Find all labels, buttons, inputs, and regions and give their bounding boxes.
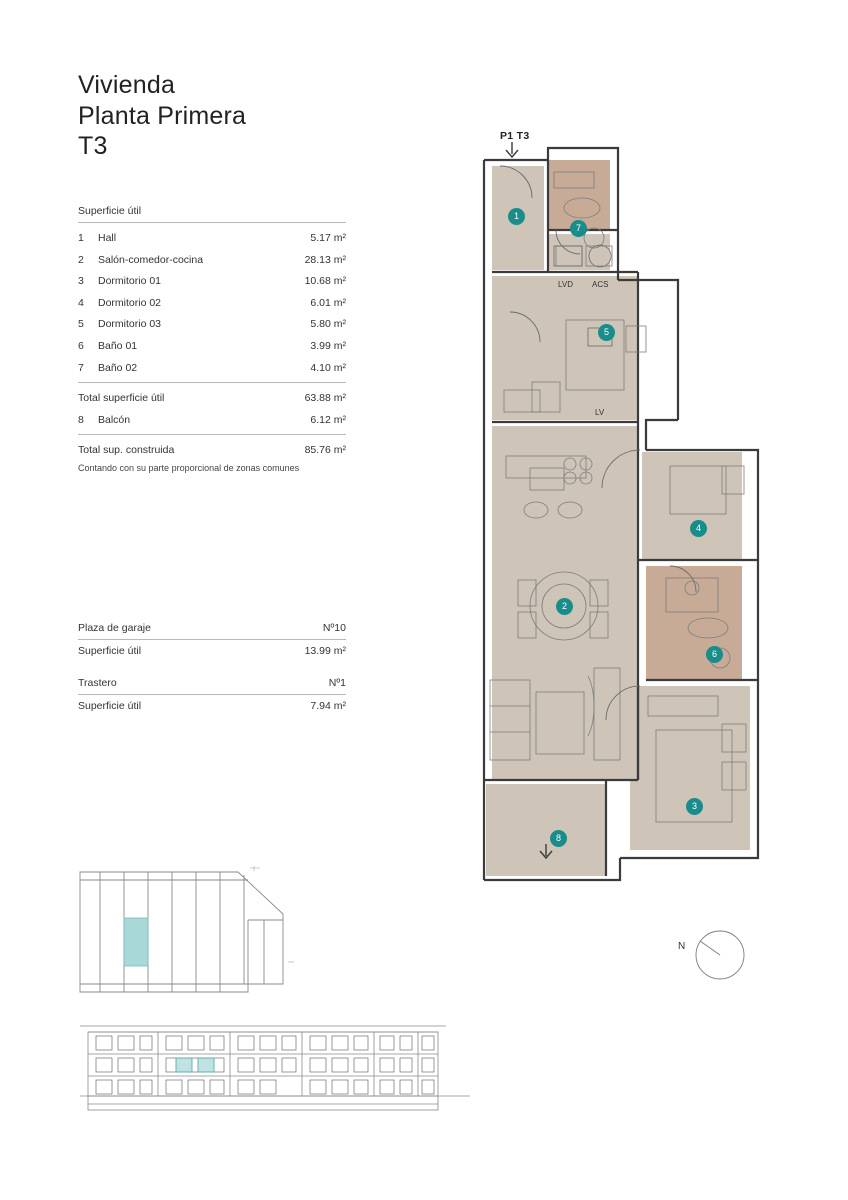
row-label: Dormitorio 01 (98, 275, 162, 288)
lv-label: LV (595, 408, 605, 417)
row-label: Balcón (98, 413, 131, 426)
total-construida-row (78, 435, 346, 461)
garage-number: Nº10 (322, 622, 346, 634)
row-label: Salón-comedor-cocina (98, 253, 204, 266)
row-label: Baño 02 (98, 361, 138, 374)
key-plan-diagram (78, 862, 308, 1007)
total-construida-value: 85.76 m² (304, 444, 346, 457)
total-util-label: Total superficie útil (78, 392, 165, 405)
entry-arrow-icon (506, 142, 518, 157)
row-label: Dormitorio 03 (98, 318, 162, 331)
row-label: Dormitorio 02 (98, 296, 162, 309)
table-row (78, 249, 346, 271)
spacer (78, 662, 346, 672)
row-number: 1 (78, 232, 84, 244)
page-title (78, 70, 246, 162)
title-line-3: T3 (78, 132, 108, 160)
row-value: 10.68 m² (304, 275, 346, 288)
storage-row (78, 672, 346, 695)
storage-label: Trastero (78, 676, 117, 689)
room-badge-7: 7 (570, 220, 587, 237)
row-value: 6.01 m² (310, 296, 346, 309)
row-number: 7 (78, 361, 84, 374)
row-number: 5 (78, 318, 84, 331)
table-row (78, 313, 346, 335)
areas-table-header: Superficie útil (78, 205, 346, 223)
storage-area-row (78, 695, 346, 717)
areas-note: Contando con su parte proporcional de zonas comunes (78, 462, 300, 473)
row-number: 6 (78, 339, 84, 352)
lvd-label: LVD (558, 280, 573, 289)
room-badge-5: 5 (598, 324, 615, 341)
acs-label: ACS (592, 280, 609, 289)
storage-area-label: Superficie útil (78, 699, 142, 712)
title-line-2: Planta Primera (78, 101, 247, 130)
table-row (78, 335, 346, 357)
key-plan-highlight (124, 918, 148, 966)
title-line-1: Vivienda (78, 71, 176, 99)
garage-storage-table (78, 617, 346, 716)
row-number: 3 (78, 275, 84, 288)
row-label: Baño 01 (98, 339, 138, 352)
room-badge-8: 8 (550, 830, 567, 847)
total-util-value: 63.88 m² (304, 392, 346, 405)
row-value: 5.80 m² (310, 318, 346, 331)
floor-plan (470, 120, 790, 915)
row-value: 4.10 m² (310, 361, 346, 374)
row-label: Hall (98, 232, 117, 244)
row-number: 4 (78, 296, 84, 309)
compass-label: N (678, 941, 686, 952)
room-badge-2: 2 (556, 598, 573, 615)
row-number: 8 (78, 413, 84, 426)
compass-north-icon (678, 925, 750, 985)
areas-table (78, 205, 346, 473)
row-number: 2 (78, 253, 84, 266)
table-row (78, 292, 346, 314)
table-row (78, 270, 346, 292)
row-value: 3.99 m² (310, 339, 346, 352)
garage-area-label: Superficie útil (78, 645, 142, 657)
row-value: 6.12 m² (310, 413, 346, 426)
garage-label: Plaza de garaje (78, 622, 151, 634)
storage-area-value: 7.94 m² (310, 699, 346, 712)
table-row (78, 223, 346, 249)
room-badge-4: 4 (690, 520, 707, 537)
total-util-row (78, 383, 346, 409)
elevation-diagram (78, 1018, 473, 1123)
room-badge-6: 6 (706, 646, 723, 663)
room-badge-3: 3 (686, 798, 703, 815)
table-row (78, 357, 346, 379)
garage-area-value: 13.99 m² (304, 645, 346, 657)
room-badge-1: 1 (508, 208, 525, 225)
key-plan-svg (78, 862, 308, 1002)
plan-tag: P1 T3 (500, 130, 530, 142)
floor-plan-svg (470, 120, 790, 910)
total-construida-label: Total sup. construida (78, 444, 175, 457)
row-value: 5.17 m² (310, 232, 346, 244)
table-row (78, 409, 346, 431)
garage-area-row (78, 640, 346, 662)
row-value: 28.13 m² (304, 253, 346, 266)
elevation-svg (78, 1018, 473, 1118)
storage-number: Nº1 (328, 676, 346, 689)
garage-row (78, 617, 346, 640)
